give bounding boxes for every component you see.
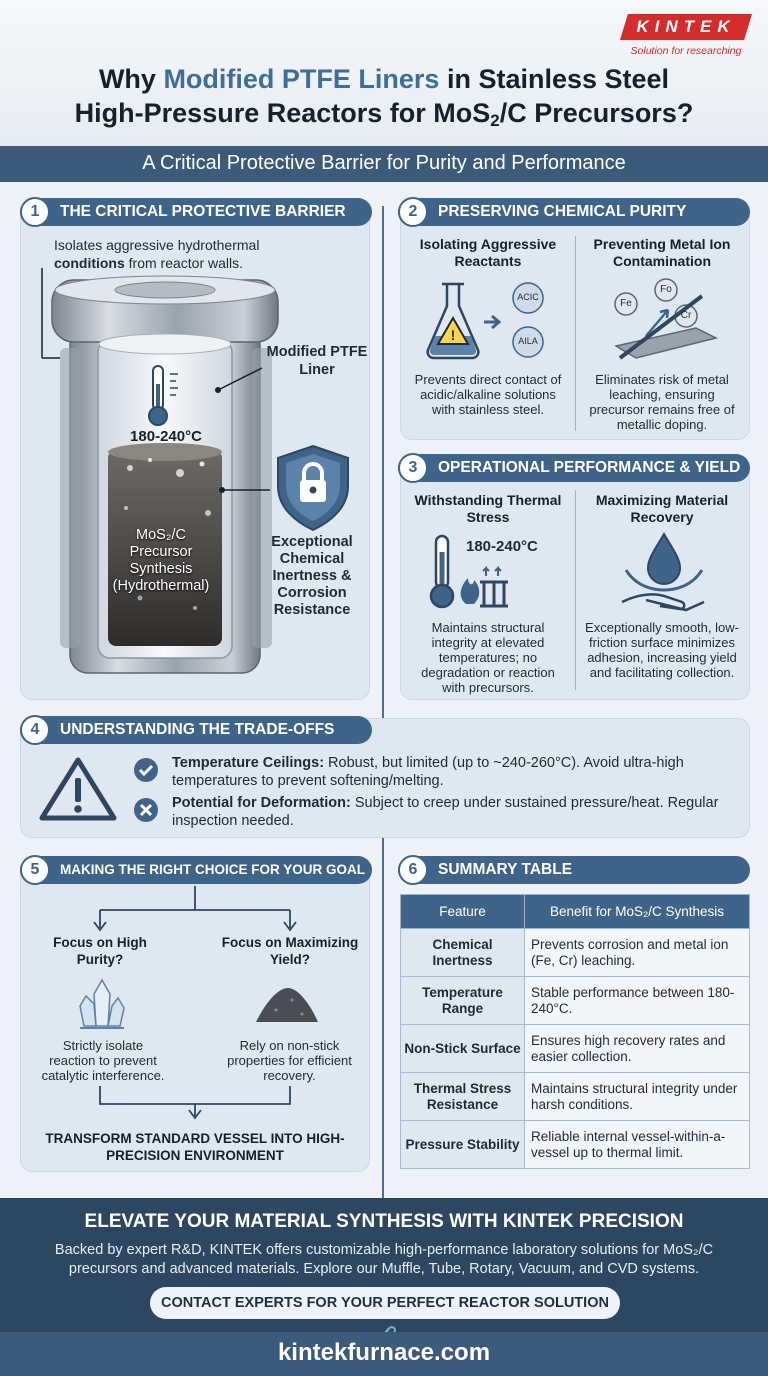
section-3-title: OPERATIONAL PERFORMANCE & YIELD [398,454,750,482]
performance-col2-heading: Maximizing Material Recovery [595,492,729,525]
performance-col1-text: Maintains structural integrity at elevated temperatures; no degradation or reaction with precursors. [421,620,555,695]
temperature-label: 180-240°C [130,428,202,445]
title-highlight: Modified PTFE Liners [163,64,440,94]
section-6-title: SUMMARY TABLE [398,856,750,884]
purity-col1-heading: Isolating Aggressive Reactants [419,236,557,269]
water-drop-icon [616,530,712,614]
contact-experts-button[interactable] [150,1287,620,1319]
choice-conclusion: TRANSFORM STANDARD VESSEL INTO HIGH-PRECISION ENVIRONMENT [45,1131,345,1163]
svg-text:!: ! [450,327,456,343]
inertness-label: Exceptional Chemical Inertness & Corrosion Resistance [271,534,353,618]
purity-col1-text: Prevents direct contact of acidic/alkaline solutions with stainless steel. [414,372,562,417]
desc-part: Isolates aggressive hydrothermal [54,237,260,253]
synthesis-line: Synthesis [129,561,193,577]
choice-purity-text: Strictly isolate reaction to prevent catalytic interference. [41,1038,165,1083]
check-icon [133,757,159,783]
footer-text: Backed by expert R&D, KINTEK offers customizable high-performance laboratory solutions for MoS₂/C precursors and advanced materials. Explore our Muffle, Tube, Rotary, Vacuum, and CVD systems. [54,1242,714,1277]
ion-fe: Fe [620,298,632,309]
section-4-title: UNDERSTANDING THE TRADE-OFFS [20,716,372,744]
desc-bold: conditions [54,255,125,271]
synthesis-label [96,527,226,595]
logo-wordmark: KINTEK [636,17,736,36]
section-3-number: 3 [398,453,428,483]
warning-icon [38,756,118,822]
feature-cell: Chemical Inertness [401,929,525,977]
benefit-cell: Prevents corrosion and metal ion (Fe, Cr) leaching. [525,929,750,977]
choice-purity-heading: Focus on High Purity? [53,935,147,967]
benefit-cell: Maintains structural integrity under harsh conditions. [525,1073,750,1121]
table-row [401,977,750,1025]
section-2-title: PRESERVING CHEMICAL PURITY [398,198,750,226]
shield-lock-icon [278,446,348,530]
tradeoff-deformation-text: Subject to creep under sustained pressure/heat. Regular inspection needed. [172,795,719,829]
column-divider [575,490,576,690]
col-benefit-header: Benefit for MoS₂/C Synthesis [525,895,750,929]
ion-cr: Cr [680,310,692,321]
title-part: High-Pressure Reactors for MoS [74,98,491,128]
summary-table [400,894,750,1169]
choice-yield-heading: Focus on Maximizing Yield? [221,935,359,967]
title-subscript: 2 [490,111,500,130]
acid-badge: ACIC [517,292,539,302]
tradeoff-deformation [172,794,732,830]
tradeoff-temperature-text: Robust, but limited (up to ~240-260°C). Avoid ultra-high temperatures to prevent softening/melting. [172,755,684,789]
logo-tagline: Solution for researching [630,45,742,57]
title-part: in Stainless Steel [439,64,670,94]
thermal-temp-label: 180-240°C [466,538,538,555]
reactor-vessel-illustration [30,268,380,688]
connector-line [382,206,384,726]
choice-yield-text: Rely on non-stick properties for efficient recovery. [227,1038,352,1083]
feature-cell: Thermal Stress Resistance [401,1073,525,1121]
col-feature-header: Feature [401,895,525,929]
section-1-title: THE CRITICAL PROTECTIVE BARRIER [20,198,372,226]
table-row [401,1121,750,1169]
barrier-description [54,236,304,272]
x-icon [133,797,159,823]
kintek-logo[interactable] [620,14,752,60]
powder-icon [252,982,322,1026]
purity-col2-text: Eliminates risk of metal leaching, ensuring precursor remains free of metallic doping. [589,372,735,432]
feature-cell: Pressure Stability [401,1121,525,1169]
table-row [401,1073,750,1121]
section-4-number: 4 [20,715,50,745]
liner-label: Modified PTFE Liner [266,344,368,378]
purity-col2-heading: Preventing Metal Ion Contamination [593,236,731,269]
synthesis-line: MoS₂/C [136,527,186,543]
tradeoff-deformation-title: Potential for Deformation: [172,795,351,811]
table-header-row [401,895,750,929]
benefit-cell: Stable performance between 180-240°C. [525,977,750,1025]
section-2-number: 2 [398,197,428,227]
title-part: /C Precursors? [499,98,694,128]
synthesis-line: (Hydrothermal) [112,578,210,594]
performance-col2-text: Exceptionally smooth, low-friction surface minimizes adhesion, increasing yield and facilitating collection. [585,620,739,680]
column-divider [575,236,576,431]
page-title [10,62,758,138]
title-part: Why [98,64,164,94]
alkali-badge: AILA [518,336,538,346]
contact-button-label: CONTACT EXPERTS FOR YOUR PERFECT REACTOR SOLUTION [161,1295,609,1311]
page-subtitle: A Critical Protective Barrier for Purity and Performance [142,152,626,174]
performance-col1-heading: Withstanding Thermal Stress [414,492,562,525]
ion-fo: Fo [660,284,672,295]
tradeoff-temperature [172,754,732,790]
synthesis-line: Precursor [129,544,193,560]
section-6-number: 6 [398,855,428,885]
benefit-cell: Reliable internal vessel-within-a-vessel up to thermal limit. [525,1121,750,1169]
section-5-title: MAKING THE RIGHT CHOICE FOR YOUR GOAL [20,856,372,884]
desc-part: from reactor walls. [124,255,244,271]
section-1-number: 1 [20,197,50,227]
benefit-cell: Ensures high recovery rates and easier collection. [525,1025,750,1073]
connector-line [382,838,384,1198]
website-link[interactable]: kintekfurnace.com [277,1339,491,1366]
crystal-icon [74,978,130,1032]
section-5-number: 5 [20,855,50,885]
table-row [401,929,750,977]
feature-cell: Non-Stick Surface [401,1025,525,1073]
feature-cell: Temperature Range [401,977,525,1025]
footer-heading: ELEVATE YOUR MATERIAL SYNTHESIS WITH KINTEK PRECISION [84,1211,684,1232]
table-row [401,1025,750,1073]
tradeoff-temperature-title: Temperature Ceilings: [172,755,325,771]
